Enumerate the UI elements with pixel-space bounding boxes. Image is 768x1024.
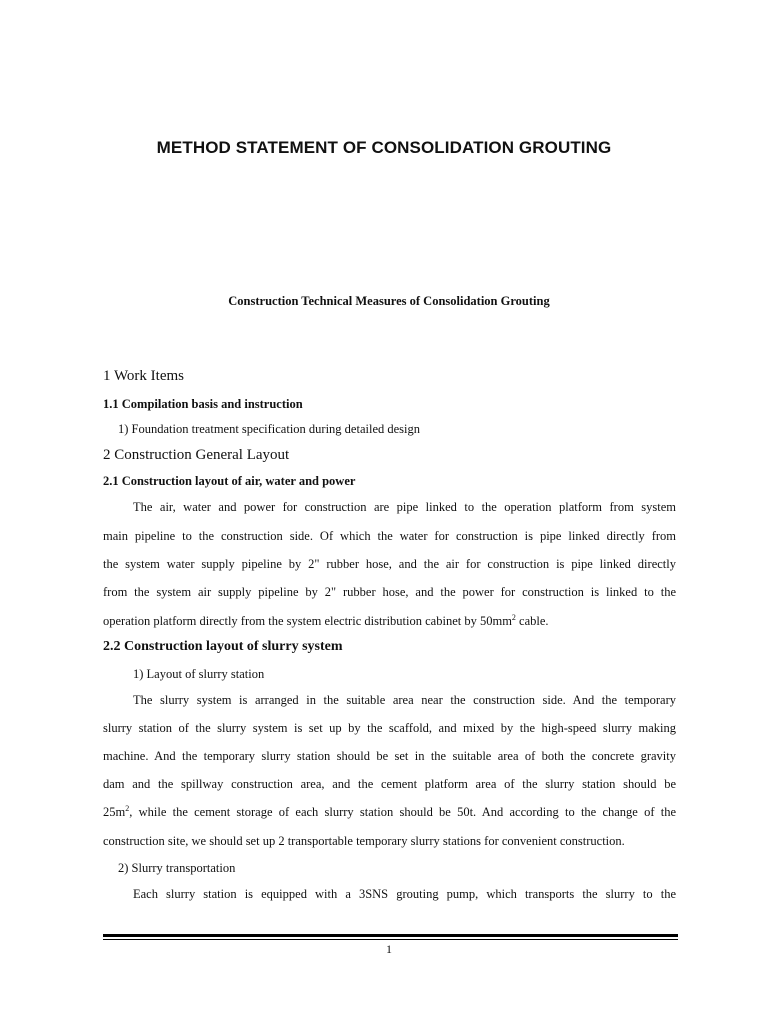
section-heading-general-layout: 2 Construction General Layout — [103, 447, 290, 463]
text-run: cable. — [515, 614, 549, 628]
footer-rule — [103, 934, 678, 937]
paragraph-line: machine. And the temporary slurry station should be set in the suitable area of both the concrete gravity — [103, 749, 676, 763]
subsection-heading-slurry-system: 2.2 Construction layout of slurry system — [103, 639, 343, 654]
paragraph-line — [103, 805, 676, 820]
paragraph-line: dam and the spillway construction area, and the cement platform area of the slurry station should be — [103, 777, 676, 791]
paragraph-line: Each slurry station is equipped with a 3SNS grouting pump, which transports the slurry to the — [133, 887, 676, 901]
document-subtitle: Construction Technical Measures of Consolidation Grouting — [228, 294, 550, 308]
paragraph-line — [103, 614, 676, 629]
superscript: 2 — [511, 612, 516, 622]
paragraph-line: the system water supply pipeline by 2" rubber hose, and the air for construction is pipe linked directly — [103, 557, 676, 571]
paragraph-line: main pipeline to the construction side. Of which the water for construction is pipe linked directly from — [103, 529, 676, 543]
text-run: operation platform directly from the system electric distribution cabinet by 50mm — [103, 614, 512, 628]
paragraph-line: The air, water and power for construction are pipe linked to the operation platform from system — [133, 500, 676, 514]
text-run: 25m — [103, 805, 126, 819]
superscript: 2 — [125, 803, 130, 813]
paragraph-line: The slurry system is arranged in the suitable area near the construction side. And the temporary — [133, 693, 676, 707]
paragraph-line: from the system air supply pipeline by 2" rubber hose, and the power for construction is linked to the — [103, 585, 676, 599]
list-item: 1) Layout of slurry station — [133, 667, 265, 681]
list-item: 1) Foundation treatment specification during detailed design — [118, 422, 421, 436]
paragraph-line: construction site, we should set up 2 transportable temporary slurry stations for convenient construction. — [103, 834, 625, 848]
footer-rule-thin — [103, 939, 678, 940]
list-item: 2) Slurry transportation — [118, 861, 236, 875]
page-number: 1 — [386, 942, 392, 956]
subsection-heading-compilation-basis: 1.1 Compilation basis and instruction — [103, 397, 303, 411]
document-title: METHOD STATEMENT OF CONSOLIDATION GROUTING — [156, 138, 612, 157]
text-run: , while the cement storage of each slurry station should be 50t. And according to the change of the — [129, 805, 676, 819]
subsection-heading-air-water-power: 2.1 Construction layout of air, water and power — [103, 474, 356, 488]
section-heading-work-items: 1 Work Items — [103, 368, 185, 384]
paragraph-line: slurry station of the slurry system is set up by the scaffold, and mixed by the high-speed slurry making — [103, 721, 676, 735]
